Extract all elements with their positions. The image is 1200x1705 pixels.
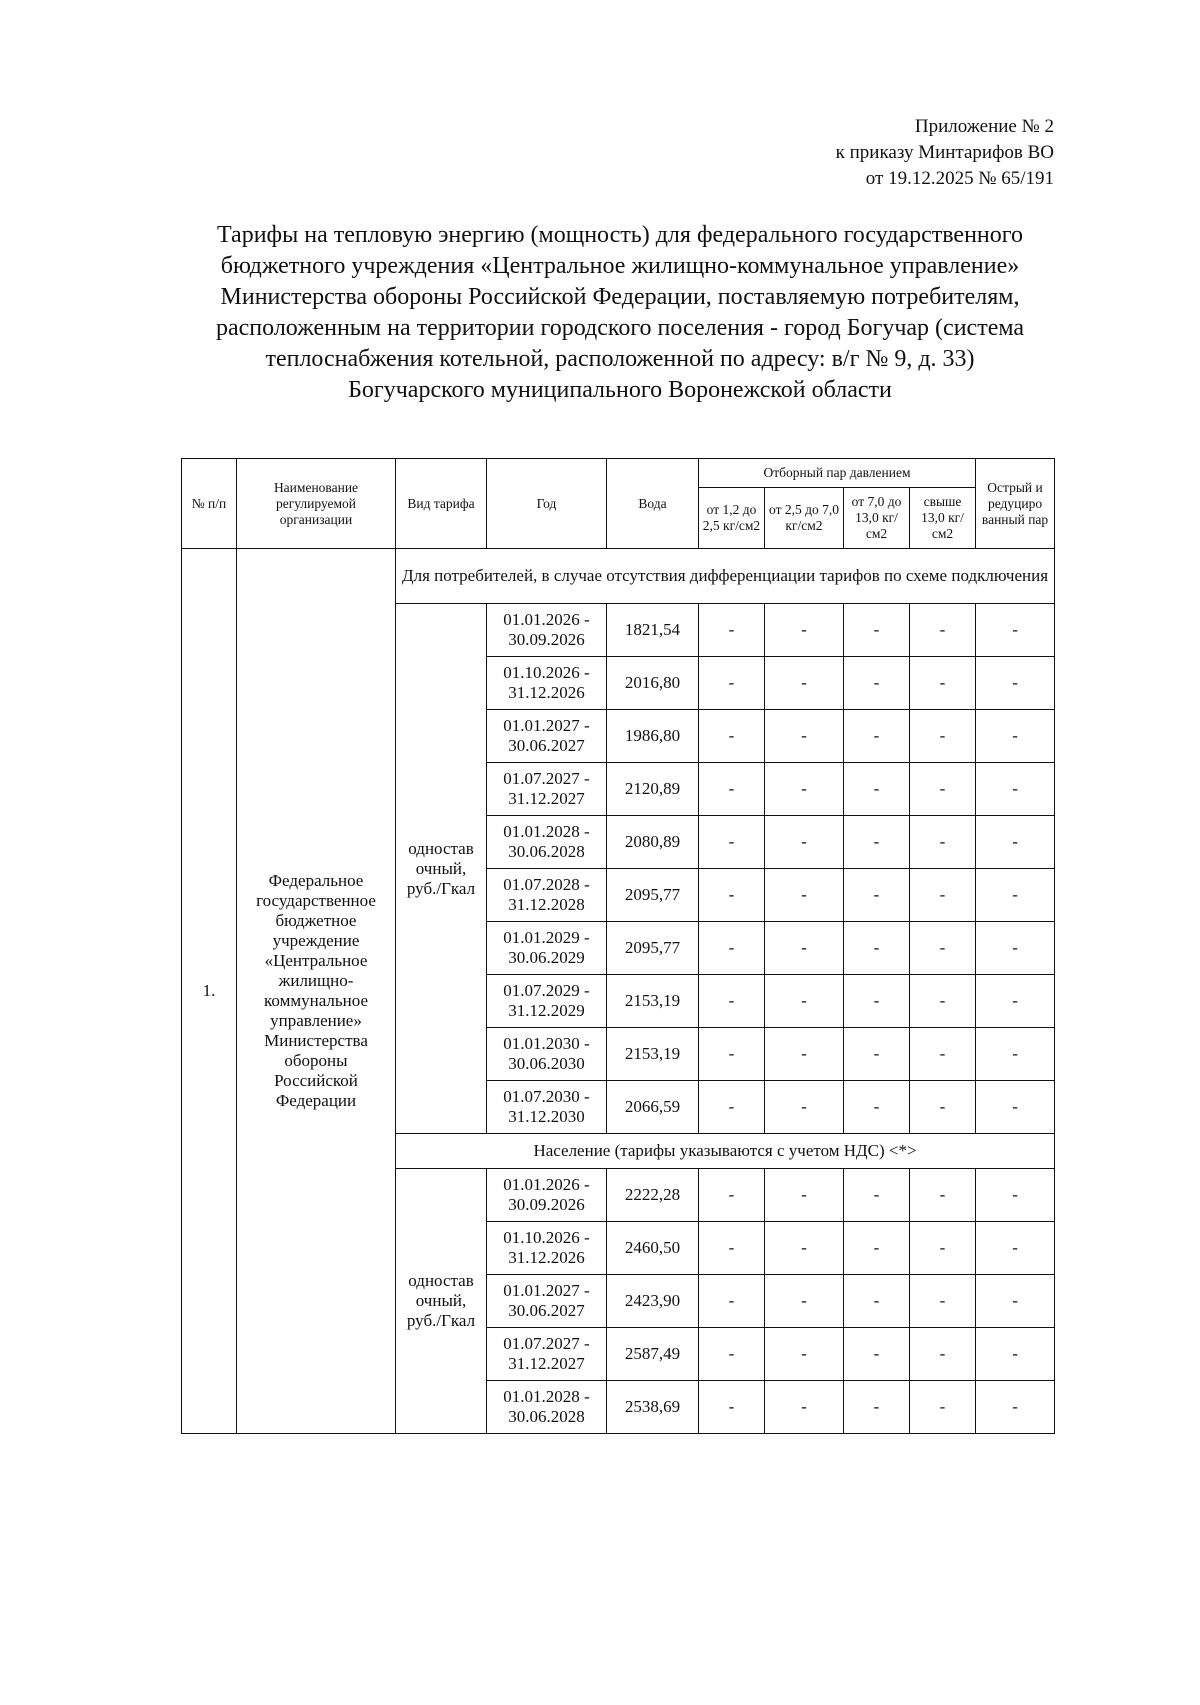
steam-tariff-cell: -: [910, 869, 976, 922]
water-tariff-cell: 2095,77: [607, 869, 699, 922]
steam-tariff-cell: -: [699, 869, 765, 922]
steam-tariff-cell: -: [910, 710, 976, 763]
steam-tariff-cell: -: [844, 1328, 910, 1381]
period-cell: 01.07.2027 - 31.12.2027: [487, 763, 607, 816]
steam-tariff-cell: -: [699, 1381, 765, 1434]
steam-tariff-cell: -: [699, 657, 765, 710]
steam-tariff-cell: -: [699, 1028, 765, 1081]
tariff-type: одностав очный, руб./Гкал: [396, 604, 487, 1134]
steam-tariff-cell: -: [765, 1169, 844, 1222]
steam-tariff-cell: -: [910, 657, 976, 710]
water-tariff-cell: 2587,49: [607, 1328, 699, 1381]
header-steam-3: от 7,0 до 13,0 кг/см2: [844, 488, 910, 549]
period-cell: 01.01.2026 - 30.09.2026: [487, 1169, 607, 1222]
steam-tariff-cell: -: [910, 1328, 976, 1381]
appendix-order: к приказу Минтарифов ВО: [835, 142, 1054, 163]
steam-tariff-cell: -: [844, 1169, 910, 1222]
row-number: 1.: [182, 549, 237, 1434]
steam-tariff-cell: -: [765, 1328, 844, 1381]
steam-tariff-cell: -: [765, 816, 844, 869]
water-tariff-cell: 2423,90: [607, 1275, 699, 1328]
period-cell: 01.01.2026 - 30.09.2026: [487, 604, 607, 657]
water-tariff-cell: 2222,28: [607, 1169, 699, 1222]
period-cell: 01.01.2028 - 30.06.2028: [487, 816, 607, 869]
steam-tariff-cell: -: [976, 604, 1055, 657]
steam-tariff-cell: -: [765, 763, 844, 816]
steam-tariff-cell: -: [765, 1028, 844, 1081]
steam-tariff-cell: -: [910, 1028, 976, 1081]
steam-tariff-cell: -: [699, 604, 765, 657]
tariff-table: [181, 458, 1055, 1434]
header-steam-2: от 2,5 до 7,0 кг/см2: [765, 488, 844, 549]
steam-tariff-cell: -: [844, 1275, 910, 1328]
period-cell: 01.01.2030 - 30.06.2030: [487, 1028, 607, 1081]
period-cell: 01.07.2027 - 31.12.2027: [487, 1328, 607, 1381]
header-steam-group: Отборный пар давлением: [699, 459, 976, 488]
header-org: Наименование регулируемой организации: [237, 459, 396, 549]
steam-tariff-cell: -: [765, 975, 844, 1028]
steam-tariff-cell: -: [844, 763, 910, 816]
period-cell: 01.01.2028 - 30.06.2028: [487, 1381, 607, 1434]
water-tariff-cell: 2080,89: [607, 816, 699, 869]
section-row: [182, 549, 1055, 604]
header-steam-4: свыше 13,0 кг/см2: [910, 488, 976, 549]
header-steam-1: от 1,2 до 2,5 кг/см2: [699, 488, 765, 549]
header-tariff-type: Вид тарифа: [396, 459, 487, 549]
steam-tariff-cell: -: [844, 1081, 910, 1134]
steam-tariff-cell: -: [976, 816, 1055, 869]
steam-tariff-cell: -: [765, 1222, 844, 1275]
steam-tariff-cell: -: [765, 1381, 844, 1434]
appendix-date: от 19.12.2025 № 65/191: [865, 168, 1054, 189]
steam-tariff-cell: -: [699, 975, 765, 1028]
steam-tariff-cell: -: [976, 1222, 1055, 1275]
steam-tariff-cell: -: [844, 1028, 910, 1081]
steam-tariff-cell: -: [699, 1169, 765, 1222]
steam-tariff-cell: -: [765, 922, 844, 975]
steam-tariff-cell: -: [910, 604, 976, 657]
header-row: [182, 459, 1055, 488]
water-tariff-cell: 1986,80: [607, 710, 699, 763]
steam-tariff-cell: -: [910, 816, 976, 869]
steam-tariff-cell: -: [844, 816, 910, 869]
steam-tariff-cell: -: [844, 869, 910, 922]
steam-tariff-cell: -: [910, 1222, 976, 1275]
period-cell: 01.01.2029 - 30.06.2029: [487, 922, 607, 975]
steam-tariff-cell: -: [976, 657, 1055, 710]
steam-tariff-cell: -: [910, 922, 976, 975]
steam-tariff-cell: -: [765, 1081, 844, 1134]
period-cell: 01.01.2027 - 30.06.2027: [487, 710, 607, 763]
steam-tariff-cell: -: [910, 1275, 976, 1328]
steam-tariff-cell: -: [910, 763, 976, 816]
steam-tariff-cell: -: [910, 975, 976, 1028]
steam-tariff-cell: -: [699, 710, 765, 763]
water-tariff-cell: 2066,59: [607, 1081, 699, 1134]
steam-tariff-cell: -: [699, 1081, 765, 1134]
steam-tariff-cell: -: [765, 869, 844, 922]
steam-tariff-cell: -: [910, 1381, 976, 1434]
header-year: Год: [487, 459, 607, 549]
steam-tariff-cell: -: [976, 1381, 1055, 1434]
period-cell: 01.07.2028 - 31.12.2028: [487, 869, 607, 922]
header-water: Вода: [607, 459, 699, 549]
water-tariff-cell: 2153,19: [607, 1028, 699, 1081]
steam-tariff-cell: -: [844, 922, 910, 975]
steam-tariff-cell: -: [699, 763, 765, 816]
steam-tariff-cell: -: [699, 1275, 765, 1328]
appendix-reference: [836, 114, 1054, 192]
header-num: № п/п: [182, 459, 237, 549]
period-cell: 01.07.2030 - 31.12.2030: [487, 1081, 607, 1134]
steam-tariff-cell: -: [976, 1028, 1055, 1081]
steam-tariff-cell: -: [910, 1081, 976, 1134]
period-cell: 01.07.2029 - 31.12.2029: [487, 975, 607, 1028]
steam-tariff-cell: -: [699, 922, 765, 975]
water-tariff-cell: 2095,77: [607, 922, 699, 975]
steam-tariff-cell: -: [976, 1169, 1055, 1222]
water-tariff-cell: 2120,89: [607, 763, 699, 816]
steam-tariff-cell: -: [765, 1275, 844, 1328]
organization-name: Федеральное государственное бюджетное учреждение «Центральное жилищно-коммунальное управление» Министерства обороны Российской Федерации: [237, 549, 396, 1434]
period-cell: 01.10.2026 - 31.12.2026: [487, 1222, 607, 1275]
steam-tariff-cell: -: [844, 1381, 910, 1434]
section-title: Население (тарифы указываются с учетом НДС) <*>: [396, 1134, 1055, 1169]
steam-tariff-cell: -: [844, 604, 910, 657]
appendix-number: Приложение № 2: [914, 116, 1054, 137]
steam-tariff-cell: -: [976, 922, 1055, 975]
header-sharp-steam: Острый и редуциро ванный пар: [976, 459, 1055, 549]
water-tariff-cell: 2016,80: [607, 657, 699, 710]
water-tariff-cell: 1821,54: [607, 604, 699, 657]
steam-tariff-cell: -: [699, 1328, 765, 1381]
water-tariff-cell: 2153,19: [607, 975, 699, 1028]
period-cell: 01.10.2026 - 31.12.2026: [487, 657, 607, 710]
steam-tariff-cell: -: [844, 975, 910, 1028]
steam-tariff-cell: -: [976, 869, 1055, 922]
steam-tariff-cell: -: [976, 710, 1055, 763]
tariff-type: одностав очный, руб./Гкал: [396, 1169, 487, 1434]
steam-tariff-cell: -: [844, 1222, 910, 1275]
steam-tariff-cell: -: [844, 710, 910, 763]
water-tariff-cell: 2538,69: [607, 1381, 699, 1434]
document-title: Тарифы на тепловую энергию (мощность) для федерального государственного бюджетного учреждения «Центральное жилищно-коммунальное управление» Министерства обороны Российской Федерации, поставляемую потребителям, расположенным на территории городского поселения - город Богучар (система теплоснабжения котельной, расположенной по адресу: в/г № 9, д. 33) Богучарского муниципального Воронежской области: [215, 222, 1025, 403]
section-title: Для потребителей, в случае отсутствия дифференциации тарифов по схеме подключения: [396, 549, 1055, 604]
steam-tariff-cell: -: [765, 710, 844, 763]
steam-tariff-cell: -: [765, 604, 844, 657]
steam-tariff-cell: -: [910, 1169, 976, 1222]
steam-tariff-cell: -: [976, 1328, 1055, 1381]
steam-tariff-cell: -: [765, 657, 844, 710]
steam-tariff-cell: -: [699, 816, 765, 869]
steam-tariff-cell: -: [976, 1275, 1055, 1328]
water-tariff-cell: 2460,50: [607, 1222, 699, 1275]
steam-tariff-cell: -: [976, 763, 1055, 816]
steam-tariff-cell: -: [976, 1081, 1055, 1134]
steam-tariff-cell: -: [844, 657, 910, 710]
steam-tariff-cell: -: [976, 975, 1055, 1028]
period-cell: 01.01.2027 - 30.06.2027: [487, 1275, 607, 1328]
steam-tariff-cell: -: [699, 1222, 765, 1275]
